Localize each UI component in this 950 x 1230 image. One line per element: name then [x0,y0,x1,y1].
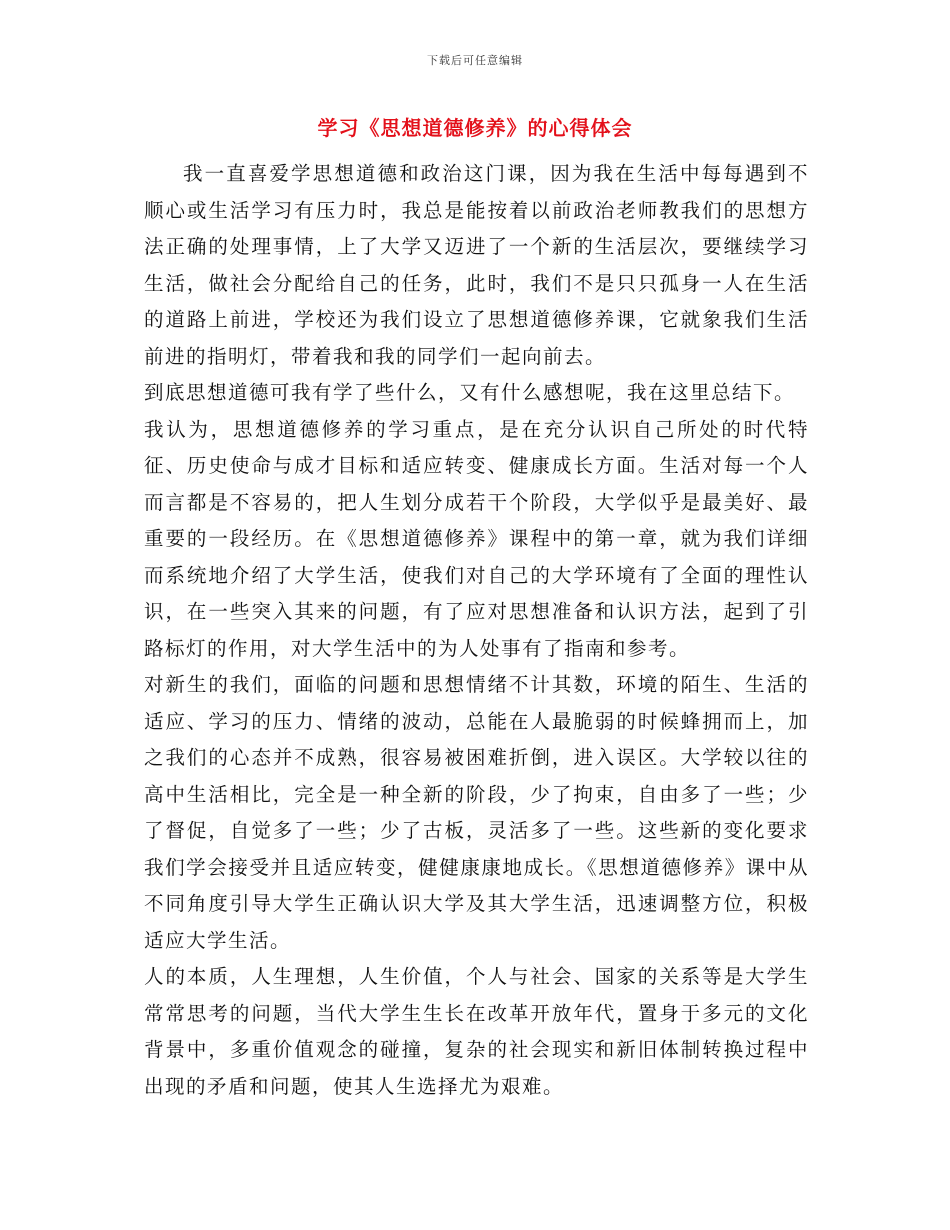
body-text [144,156,809,1105]
paragraph: 到底思想道德可我有学了些什么，又有什么感想呢，我在这里总结下。 [144,381,796,404]
paragraph: 人的本质，人生理想，人生价值，个人与社会、国家的关系等是大学生常常思考的问题，当代大学生生长在改革开放年代，置身于多元的文化背景中，多重价值观念的碰撞，复杂的社会现实和新旧体制转换过程中出现的矛盾和问题，使其人生选择尤为艰难。 [144,965,809,1098]
paragraph: 我一直喜爱学思想道德和政治这门课，因为我在生活中每每遇到不顺心或生活学习有压力时，我总是能按着以前政治老师教我们的思想方法正确的处理事情，上了大学又迈进了一个新的生活层次，要继续学习生活，做社会分配给自己的任务，此时，我们不是只只孤身一人在生活的道路上前进，学校还为我们设立了思想道德修养课，它就象我们生活前进的指明灯，带着我和我的同学们一起向前去。 [144,162,809,368]
header-note: 下载后可任意编辑 [427,54,523,67]
document-title: 学习《思想道德修养》的心得体会 [317,116,633,140]
paragraph: 对新生的我们，面临的问题和思想情绪不计其数，环境的陌生、生活的适应、学习的压力、情绪的波动，总能在人最脆弱的时候蜂拥而上，加之我们的心态并不成熟，很容易被困难折倒，进入误区。大学较以往的高中生活相比，完全是一种全新的阶段，少了拘束，自由多了一些；少了督促，自觉多了一些；少了古板，灵活多了一些。这些新的变化要求我们学会接受并且适应转变，健健康康地成长。《思想道德修养》课中从不同角度引导大学生正确认识大学及其大学生活，迅速调整方位，积极适应大学生活。 [144,673,809,952]
paragraph: 我认为，思想道德修养的学习重点，是在充分认识自己所处的时代特征、历史使命与成才目标和适应转变、健康成长方面。生活对每一个人而言都是不容易的，把人生划分成若干个阶段，大学似乎是最美好、最重要的一段经历。在《思想道德修养》课程中的第一章，就为我们详细而系统地介绍了大学生活，使我们对自己的大学环境有了全面的理性认识，在一些突入其来的问题，有了应对思想准备和认识方法，起到了引路标灯的作用，对大学生活中的为人处事有了指南和参考。 [144,417,809,660]
